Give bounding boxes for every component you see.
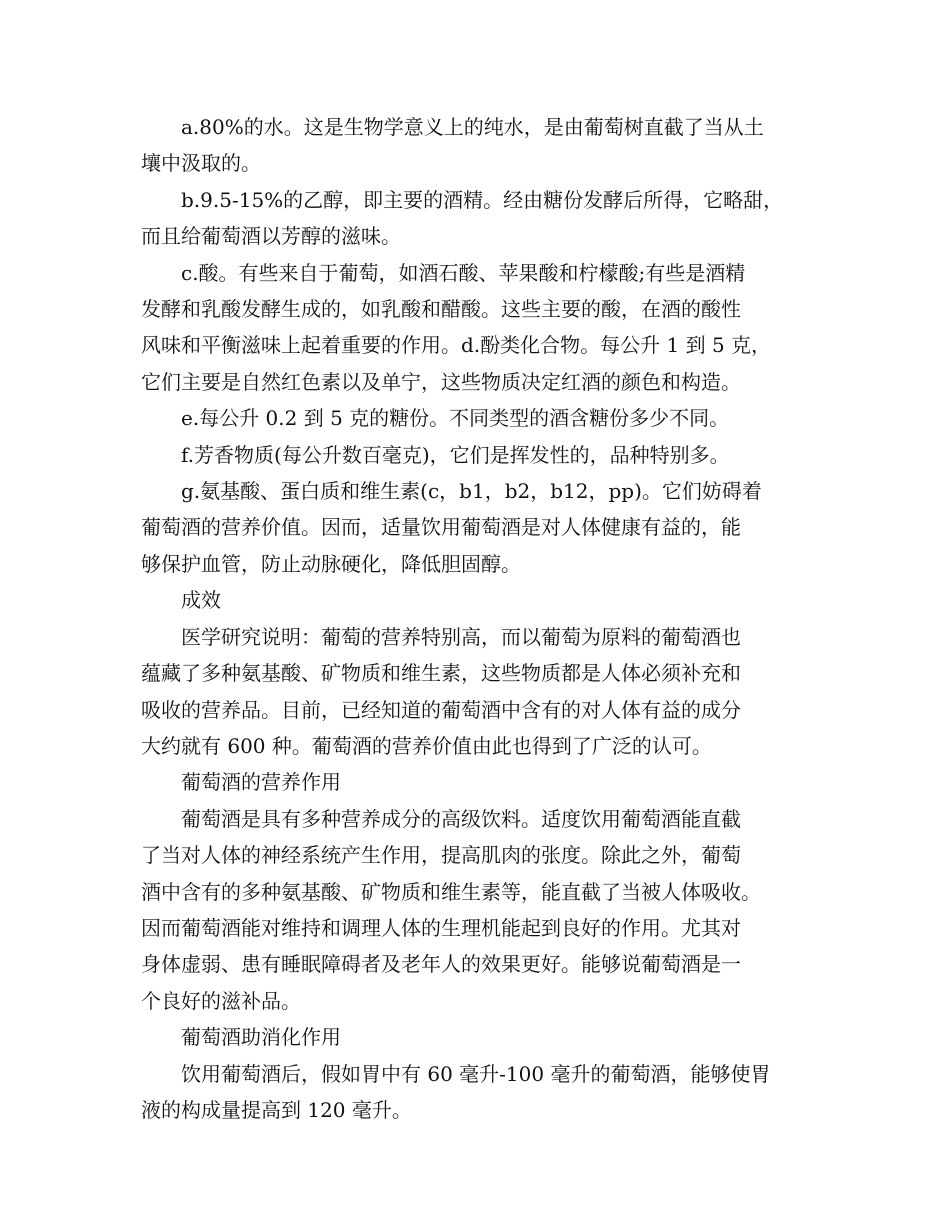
paragraph-composition-aroma: f.芳香物质(每公升数百毫克)，它们是挥发性的，品种特别多。 <box>181 442 730 467</box>
document-body <box>141 109 831 1128</box>
paragraph-composition-water: a.80%的水。这是生物学意义上的纯水，是由葡萄树直截了当从土 壤中汲取的。 <box>141 115 764 176</box>
heading-nutritional-role: 葡萄酒的营养作用 <box>181 770 341 795</box>
heading-digestion-role: 葡萄酒助消化作用 <box>181 1025 341 1050</box>
paragraph-composition-sugar: e.每公升 0.2 到 5 克的糖份。不同类型的酒含糖份多少不同。 <box>181 406 730 431</box>
paragraph-composition-amino-acids: g.氨基酸、蛋白质和维生素(c，b1，b2，b12，pp)。它们妨碍着 葡萄酒的营养价值。因而，适量饮用葡萄酒是对人体健康有益的，能 够保护血管，防止动脉硬化，降低胆固醇。 <box>141 479 762 576</box>
paragraph-nutritional-role: 葡萄酒是具有多种营养成分的高级饮料。适度饮用葡萄酒能直截 了当对人体的神经系统产生作用，提高肌肉的张度。除此之外，葡萄 酒中含有的多种氨基酸、矿物质和维生素等，能直截了当被人体吸收。 因而葡萄酒能对维持和调理人体的生理机能起到良好的作用。尤其对 身体虚弱、患有睡眠障碍者及老年人的效果更好。能够说葡萄酒是一 个良好的滋补品。 <box>141 806 761 1013</box>
paragraph-composition-acids-phenols: c.酸。有些来自于葡萄，如酒石酸、苹果酸和柠檬酸;有些是酒精 发酵和乳酸发酵生成的，如乳酸和醋酸。这些主要的酸，在酒的酸性 风味和平衡滋味上起着重要的作用。d.酚类化合物。每公升 1 到 5 克， 它们主要是自然红色素以及单宁，这些物质决定红酒的颜色和构造。 <box>141 260 772 394</box>
paragraph-medical-research: 医学研究说明：葡萄的营养特别高，而以葡萄为原料的葡萄酒也 蕴藏了多种氨基酸、矿物质和维生素，这些物质都是人体必须补充和 吸收的营养品。目前，已经知道的葡萄酒中含有的对人体有益的成分 大约就有 600 种。葡萄酒的营养价值由此也得到了广泛的认可。 <box>141 624 741 758</box>
paragraph-digestion-role: 饮用葡萄酒后，假如胃中有 60 毫升-100 毫升的葡萄酒，能够使胃 液的构成量提高到 120 毫升。 <box>141 1061 771 1122</box>
paragraph-composition-ethanol: b.9.5-15%的乙醇，即主要的酒精。经由糖份发酵后所得，它略甜， 而且给葡萄酒以芳醇的滋味。 <box>141 187 784 249</box>
heading-effects: 成效 <box>181 588 221 613</box>
